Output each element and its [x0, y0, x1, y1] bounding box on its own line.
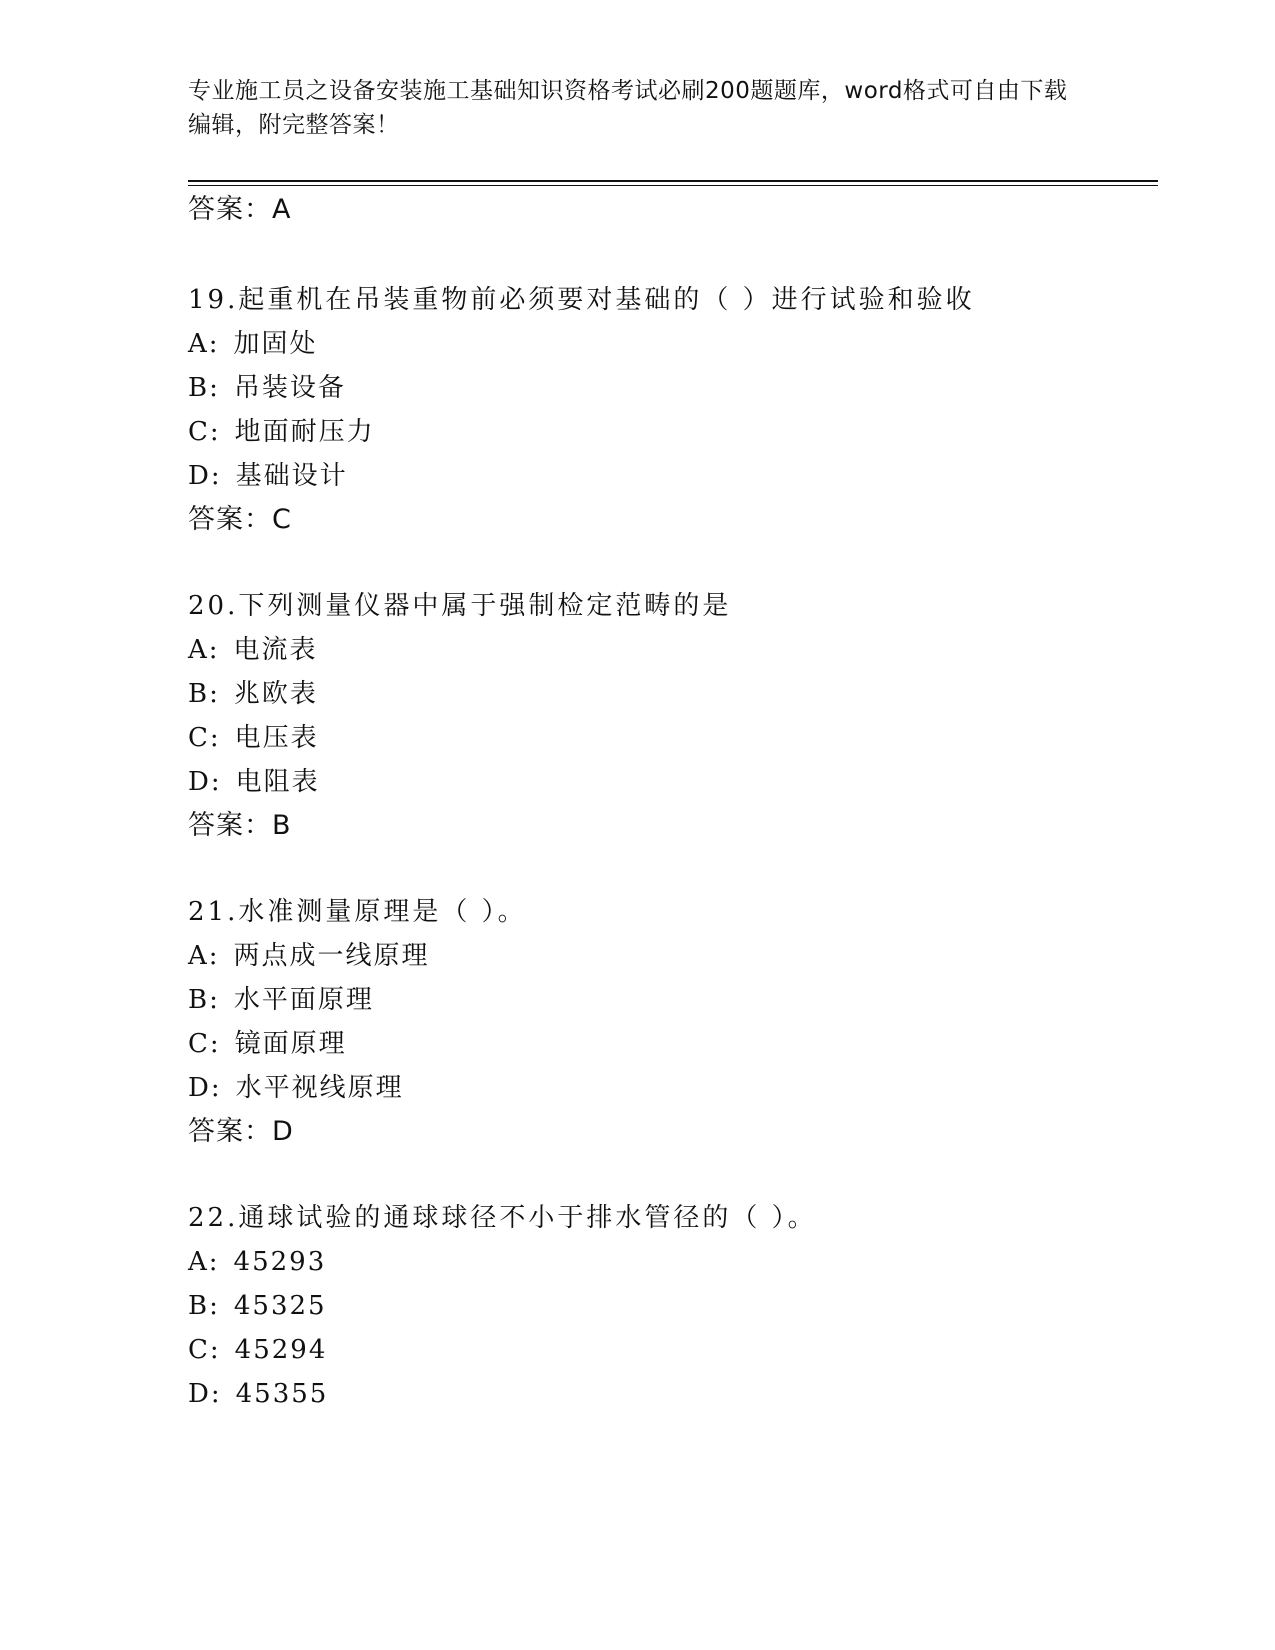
option-letter: B: — [188, 373, 220, 403]
option-text: 45325 — [233, 1291, 327, 1321]
option-letter: D: — [188, 767, 222, 797]
document-title: 专业施工员之设备安装施工基础知识资格考试必刷200题题库，word格式可自由下载编辑，附完整答案！ — [188, 78, 1068, 138]
option-d — [188, 1378, 328, 1410]
option-text: 吊装设备 — [233, 373, 346, 403]
question-stem: 19.起重机在吊装重物前必须要对基础的（ ）进行试验和验收 — [188, 285, 975, 315]
option-d — [188, 766, 320, 798]
question-stem: 20.下列测量仪器中属于强制检定范畴的是 — [188, 591, 732, 621]
option-text: 两点成一线原理 — [233, 941, 430, 971]
option-d — [188, 460, 348, 492]
option-text: 基础设计 — [235, 461, 348, 491]
option-letter: C: — [188, 417, 221, 447]
option-text: 45293 — [233, 1247, 327, 1277]
option-c — [188, 1334, 327, 1366]
answer-line: 答案：D — [188, 1116, 294, 1147]
option-letter: A: — [188, 941, 220, 971]
header-divider-thin — [188, 185, 1158, 186]
option-text: 电阻表 — [235, 767, 320, 797]
option-text: 镜面原理 — [234, 1029, 347, 1059]
option-text: 电压表 — [234, 723, 319, 753]
option-c — [188, 722, 319, 754]
option-letter: C: — [188, 723, 221, 753]
option-b — [188, 372, 346, 404]
option-letter: A: — [188, 1247, 220, 1277]
option-text: 兆欧表 — [233, 679, 318, 709]
option-letter: A: — [188, 635, 220, 665]
option-text: 电流表 — [233, 635, 318, 665]
option-b — [188, 678, 318, 710]
option-letter: C: — [188, 1029, 221, 1059]
option-b — [188, 984, 374, 1016]
answer-line: 答案：A — [188, 194, 292, 225]
question-stem: 21.水准测量原理是（ ）。 — [188, 897, 527, 927]
option-a — [188, 940, 430, 972]
answer-line: 答案：B — [188, 810, 292, 841]
option-letter: B: — [188, 985, 220, 1015]
option-c — [188, 416, 375, 448]
option-d — [188, 1072, 404, 1104]
answer-line: 答案：C — [188, 504, 292, 535]
option-a — [188, 328, 318, 360]
option-a — [188, 1246, 326, 1278]
option-a — [188, 634, 318, 666]
option-text: 45294 — [234, 1335, 328, 1365]
option-text: 加固处 — [233, 329, 318, 359]
question-stem: 22.通球试验的通球球径不小于排水管径的（ ）。 — [188, 1203, 817, 1233]
option-letter: B: — [188, 679, 220, 709]
option-letter: D: — [188, 1379, 222, 1409]
option-text: 45355 — [235, 1379, 329, 1409]
option-letter: A: — [188, 329, 220, 359]
option-text: 水平视线原理 — [235, 1073, 404, 1103]
option-letter: D: — [188, 461, 222, 491]
option-text: 地面耐压力 — [234, 417, 375, 447]
option-letter: D: — [188, 1073, 222, 1103]
header-divider — [188, 180, 1158, 182]
option-text: 水平面原理 — [233, 985, 374, 1015]
option-letter: C: — [188, 1335, 221, 1365]
option-c — [188, 1028, 347, 1060]
option-b — [188, 1290, 327, 1322]
option-letter: B: — [188, 1291, 220, 1321]
